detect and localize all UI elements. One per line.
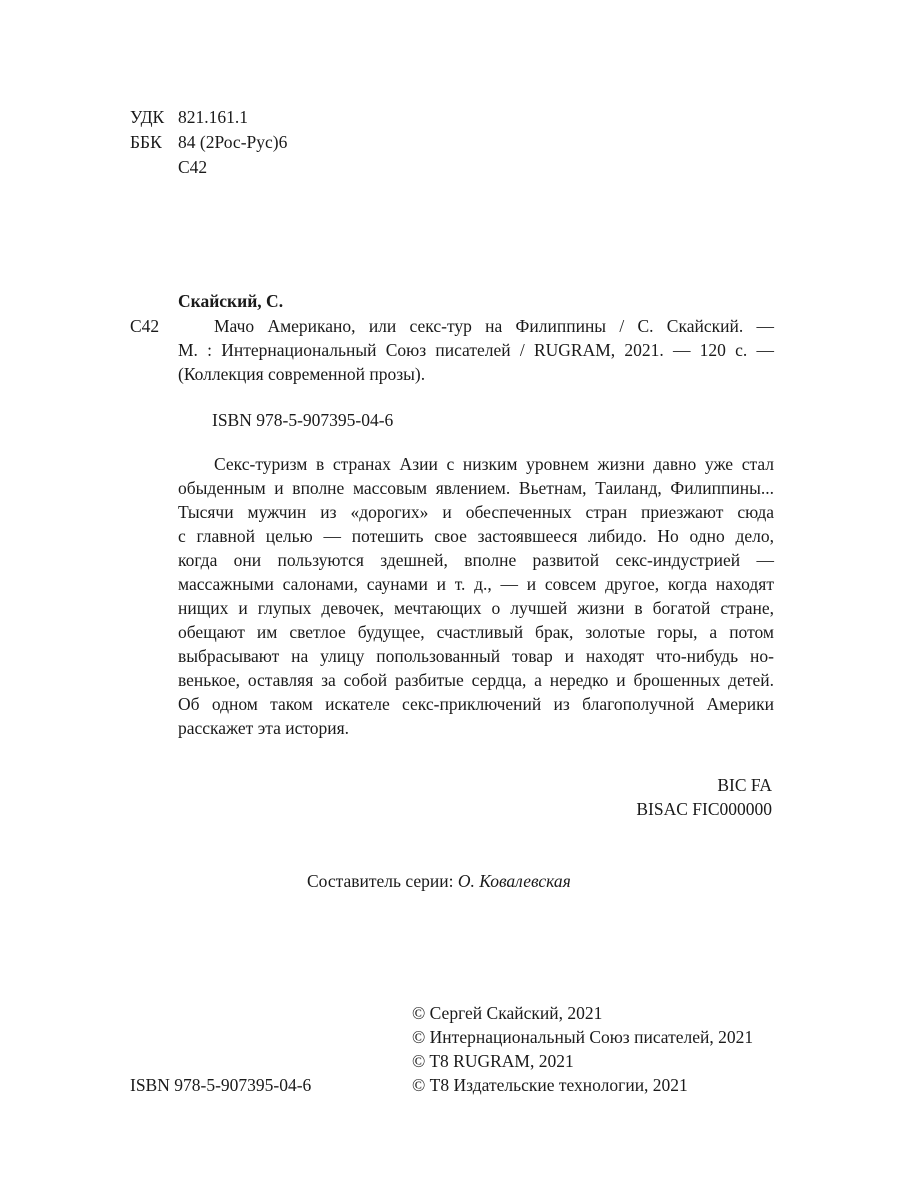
subject-codes: [636, 773, 772, 821]
copyright-list: [412, 1001, 753, 1097]
series-compiler: [307, 869, 571, 893]
annotation: [178, 452, 774, 740]
bib-line: М. : Интернациональный Союз писателей / RUGRAM, 2021. — 120 с. —: [178, 340, 774, 360]
copyright-line: © T8 RUGRAM, 2021: [412, 1051, 574, 1071]
cutter-mark: С42: [130, 316, 160, 336]
isbn-bottom: ISBN 978-5-907395-04-6: [130, 1075, 312, 1095]
annotation-line: Секс-туризм в странах Азии с низким уровнем жизни давно уже стал: [214, 454, 774, 474]
annotation-line: когда они пользуются здешней, вполне развитой секс-индустрией —: [178, 550, 774, 570]
annotation-line: выбрасывают на улицу попользованный товар и находят что-нибудь но-: [178, 646, 774, 666]
udk-value: 821.161.1: [178, 107, 248, 127]
annotation-line: венькое, оставляя за собой разбитые сердца, а нередко и брошенных детей.: [178, 670, 774, 690]
bibliographic-description: [178, 314, 774, 386]
copyright-line: © Т8 Издательские технологии, 2021: [412, 1075, 688, 1095]
bbk-label: ББК: [130, 132, 162, 152]
cutter-top: С42: [178, 157, 208, 177]
series-label: Составитель серии:: [307, 871, 454, 891]
annotation-line: Об одном таком искателе секс-приключений из благополучной Америки: [178, 694, 774, 714]
bic-code: BIC FA: [717, 775, 772, 795]
bib-line: Мачо Американо, или секс-тур на Филиппины / С. Скайский. —: [214, 316, 774, 336]
annotation-line: обещают им светлое будущее, счастливый брак, золотые горы, а потом: [178, 622, 774, 642]
author-heading: Скайский, С.: [178, 291, 284, 311]
annotation-line: расскажет эта история.: [178, 718, 350, 738]
bbk-value: 84 (2Рос-Рус)6: [178, 132, 288, 152]
udk-label: УДК: [130, 107, 165, 127]
bib-line: (Коллекция современной прозы).: [178, 364, 426, 384]
annotation-line: Тысячи мужчин из «дорогих» и обеспеченных стран приезжают сюда: [178, 502, 774, 522]
copyright-line: © Сергей Скайский, 2021: [412, 1003, 603, 1023]
isbn-record: ISBN 978-5-907395-04-6: [212, 410, 394, 430]
copyright-line: © Интернациональный Союз писателей, 2021: [412, 1027, 754, 1047]
annotation-line: обыденным и вполне массовым явлением. Вьетнам, Таиланд, Филиппины...: [178, 478, 774, 498]
annotation-line: с главной целью — потешить свое застоявшееся либидо. Но одно дело,: [178, 526, 774, 546]
series-compiler-name: О. Ковалевская: [457, 871, 571, 891]
annotation-line: массажными салонами, саунами и т. д., — и совсем другое, когда находят: [178, 574, 774, 594]
bisac-code: BISAC FIC000000: [636, 799, 772, 819]
annotation-line: нищих и глупых девочек, мечтающих о лучшей жизни в богатой стране,: [178, 598, 774, 618]
